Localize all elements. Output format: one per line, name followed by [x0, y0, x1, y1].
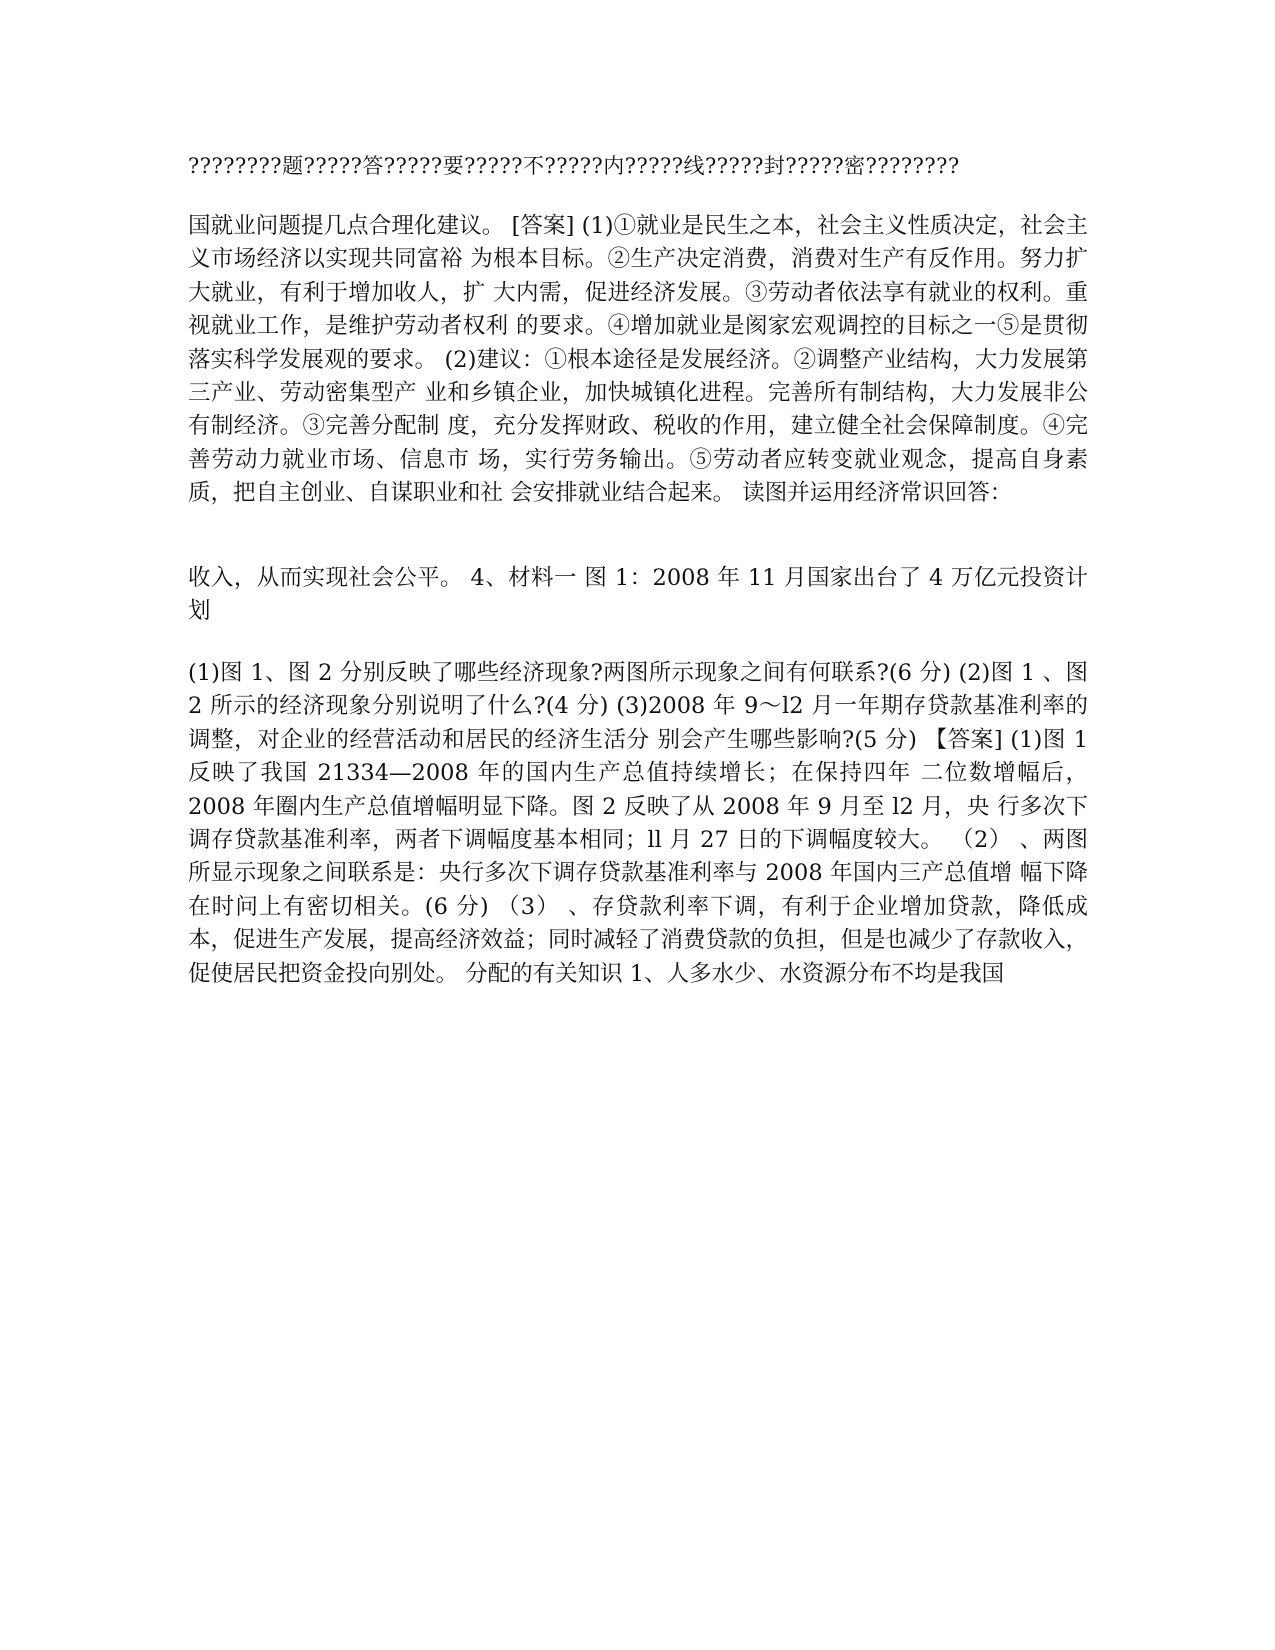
paragraph-employment-answer: 国就业问题提几点合理化建议。 [答案] (1)①就业是民生之本，社会主义性质决定，社会主义市场经济以实现共同富裕 为根本目标。②生产决定消费，消费对生产有反作用。努力扩大就业，有利于增加收人，扩 大内需，促进经济发展。③劳动者依法享有就业的权利。重视就业工作，是维护劳动者权利 的要求。④增加就业是阂家宏观调控的目标之一⑤是贯彻落实科学发展观的要求。 (2)建议：①根本途径是发展经济。②调整产业结构，大力发展第三产业、劳动密集型产 业和乡镇企业，加快城镇化进程。完善所有制结构，大力发展非公有制经济。③完善分配制 度，充分发挥财政、税收的作用，建立健全社会保障制度。④完善劳动力就业市场、信息市 场，实行劳务输出。⑤劳动者应转变就业观念，提高自身素质，把自主创业、自谋职业和社 会安排就业结合起来。 读图并运用经济常识回答： — [188, 213, 1088, 507]
paragraph-figure-questions: (1)图 1、图 2 分别反映了哪些经济现象?两图所示现象之间有何联系?(6 分) (2)图 1 、图 2 所示的经济现象分别说明了什么?(4 分) (3)2008 年 9～l2 月一年期存贷款基准利率的调整，对企业的经营活动和居民的经济生活分 别会产生哪些影响?(5 分) 【答案] (1)图 1 反映了我国 21334—2008 年的国内生产总值持续增长；在保持四年 二位数增幅后，2008 年圈内生产总值增幅明显下降。图 2 反映了从 2008 年 9 月至 l2 月，央 行多次下调存贷款基准利率，两者下调幅度基本相同；ll 月 27 日的下调幅度较大。 （2） 、两图所显示现象之间联系是：央行多次下调存贷款基准利率与 2008 年国内三产总值增 幅下降在时问上有密切相关。(6 分) （3） 、存贷款利率下调，有利于企业增加贷款，降低成本，促进生产发展，提高经济效益；同时减轻了消费贷款的负担，但是也减少了存款收入，促使居民把资金投向别处。 分配的有关知识 1、人多水少、水资源分布不均是我国 — [188, 660, 1089, 987]
paragraph-material-one: 收入，从而实现社会公平。 4、材料一 图 1：2008 年 11 月国家出台了 4 万亿元投资计划 — [188, 565, 1088, 625]
header-line: ????????题?????答?????要?????不?????内?????线?????封?????密???????? — [188, 154, 960, 178]
